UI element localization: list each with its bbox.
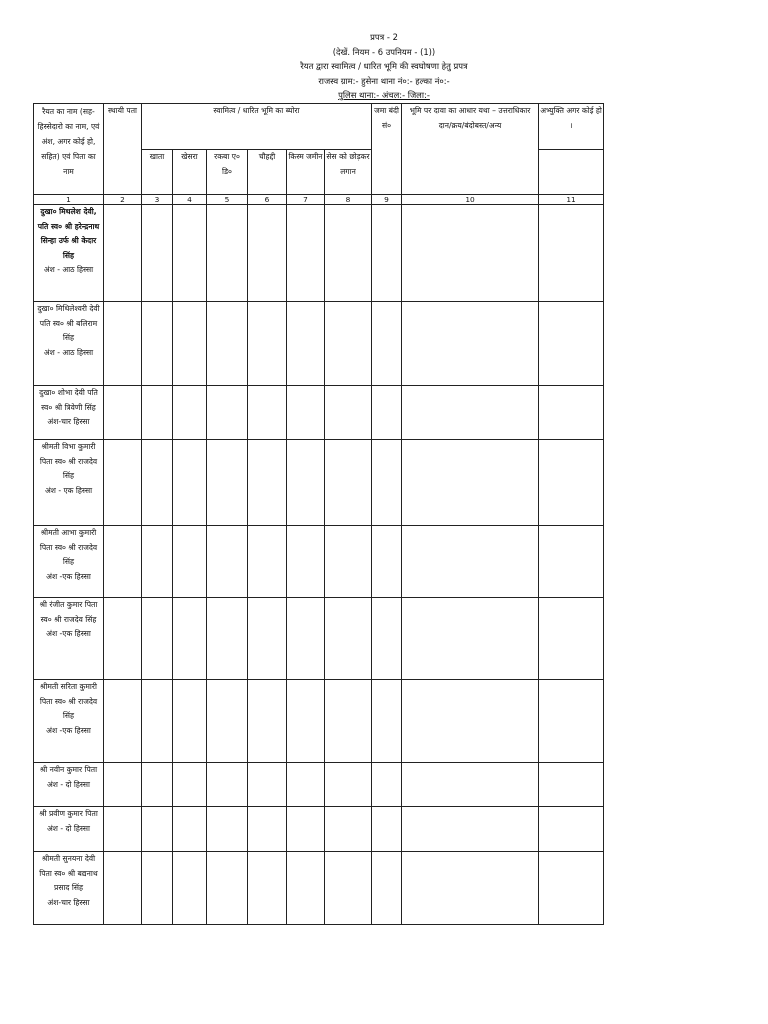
raiyat-name-cell xyxy=(34,763,104,807)
police-station-line: पुलिस थाना:- अंचल:- जिला:- xyxy=(338,90,430,101)
raiyat-name: दुखा० मिथलेश देवी, पति स्व० श्री हरेन्द्रनाथ सिन्हा उर्फ श्री केदार सिंह xyxy=(37,207,100,260)
col-header-chauhaddi: चौहद्दी xyxy=(248,150,287,195)
raiyat-name: दुखा० शोभा देवी पति स्व० श्री त्रिवेणी सिंह xyxy=(39,388,98,412)
column-number-row xyxy=(34,195,604,205)
raiyat-share: अंश - आठ हिस्सा xyxy=(43,265,94,274)
col-number: 1 xyxy=(34,195,104,205)
raiyat-name: दुखा० मिथिलेश्वरी देवी पति स्व० श्री बलिराम सिंह xyxy=(37,304,100,342)
raiyat-share: अंश -एक हिस्सा xyxy=(46,725,91,735)
form-title: रैयत द्वारा स्वामित्व / धारित भूमि की स्वघोषणा हेतु प्रपत्र xyxy=(300,61,468,72)
raiyat-name: श्रीमती सरिता कुमारी पिता स्व० श्री राजदेव सिंह xyxy=(39,682,98,720)
raiyat-name-cell xyxy=(34,386,104,440)
col-header-raiyat-name: रैयत का नाम (सह-हिस्सेदारो का नाम, एवं अंश, अगर कोई हो, सहित) एवं पिता का नाम xyxy=(34,104,104,195)
col-number: 10 xyxy=(402,195,539,205)
raiyat-name-cell xyxy=(34,680,104,763)
table-row xyxy=(34,807,604,852)
col-header-remarks: अभ्युक्ति अगर कोई हो । xyxy=(539,104,604,150)
table-row xyxy=(34,440,604,526)
col-header-rakba: रकबा ए० डि० xyxy=(207,150,248,195)
raiyat-share: अंश -एक हिस्सा xyxy=(46,629,91,638)
rule-reference: (देखें. नियम - 6 उपनियम - (1)) xyxy=(332,46,436,57)
col-header-khata: खाता xyxy=(142,150,173,195)
raiyat-name-cell xyxy=(34,205,104,302)
col-header-land-details: स्वामित्व / धारित भूमि का ब्योरा xyxy=(142,104,372,150)
raiyat-name-cell xyxy=(34,302,104,386)
col-number: 5 xyxy=(207,195,248,205)
raiyat-share: अंश - दो हिस्सा xyxy=(46,823,91,833)
form-header xyxy=(0,30,768,103)
raiyat-name: श्री नवीन कुमार पिता xyxy=(39,765,98,774)
raiyat-name: श्री प्रवीण कुमार पिता xyxy=(39,809,98,818)
col-header-rent: सेस को छोड़कर लगान xyxy=(325,150,372,195)
raiyat-name: श्री रंजीत कुमार पिता स्व० श्री राजदेव सिंह xyxy=(39,600,98,624)
raiyat-name-cell xyxy=(34,807,104,852)
raiyat-share: अंश - आठ हिस्सा xyxy=(43,347,94,357)
raiyat-share: अंश - दो हिस्सा xyxy=(46,779,91,789)
table-row xyxy=(34,598,604,680)
table-row xyxy=(34,526,604,598)
col-header-land-type: किस्म जमीन xyxy=(287,150,325,195)
raiyat-share: अंश -एक हिस्सा xyxy=(46,571,91,581)
col-header-jamabandi: जमा बंदी सं० xyxy=(372,104,402,195)
col-number: 11 xyxy=(539,195,604,205)
col-number: 2 xyxy=(104,195,142,205)
col-number: 3 xyxy=(142,195,173,205)
table-row xyxy=(34,205,604,302)
col-number: 4 xyxy=(173,195,207,205)
raiyat-name-cell xyxy=(34,598,104,680)
declaration-table xyxy=(33,103,604,925)
table-row xyxy=(34,680,604,763)
raiyat-share: अंश-चार हिस्सा xyxy=(47,897,90,907)
raiyat-name-cell xyxy=(34,852,104,925)
raiyat-name: श्रीमती आभा कुमारी पिता स्व० श्री राजदेव सिंह xyxy=(39,528,98,566)
form-number: प्रपत्र - 2 xyxy=(370,32,398,42)
revenue-village-line: राजस्व ग्राम:- हुसेना थाना नं०:- हल्का नं०:- xyxy=(318,75,450,86)
table-row xyxy=(34,852,604,925)
raiyat-share: अंश - एक हिस्सा xyxy=(44,485,93,495)
table-row xyxy=(34,763,604,807)
col-number: 7 xyxy=(287,195,325,205)
col-header-address: स्थायी पता xyxy=(104,104,142,195)
col-header-khesra: खेसरा xyxy=(173,150,207,195)
col-header-claim-basis: भूमि पर दावा का आधार यथा – उत्तराधिकार दान/क्रय/बंदोबस्त/अन्य xyxy=(402,104,539,195)
raiyat-name-cell xyxy=(34,526,104,598)
raiyat-name: श्रीमती विभा कुमारी पिता स्व० श्री राजदेव सिंह xyxy=(39,442,98,480)
table-row xyxy=(34,302,604,386)
col-number: 8 xyxy=(325,195,372,205)
col-number: 6 xyxy=(248,195,287,205)
table-row xyxy=(34,386,604,440)
raiyat-name: श्रीमती सुनयना देवी पिता स्व० श्री बद्यनाथ प्रसाद सिंह xyxy=(39,854,98,892)
raiyat-name-cell xyxy=(34,440,104,526)
col-number: 9 xyxy=(372,195,402,205)
raiyat-share: अंश-चार हिस्सा xyxy=(47,417,90,426)
